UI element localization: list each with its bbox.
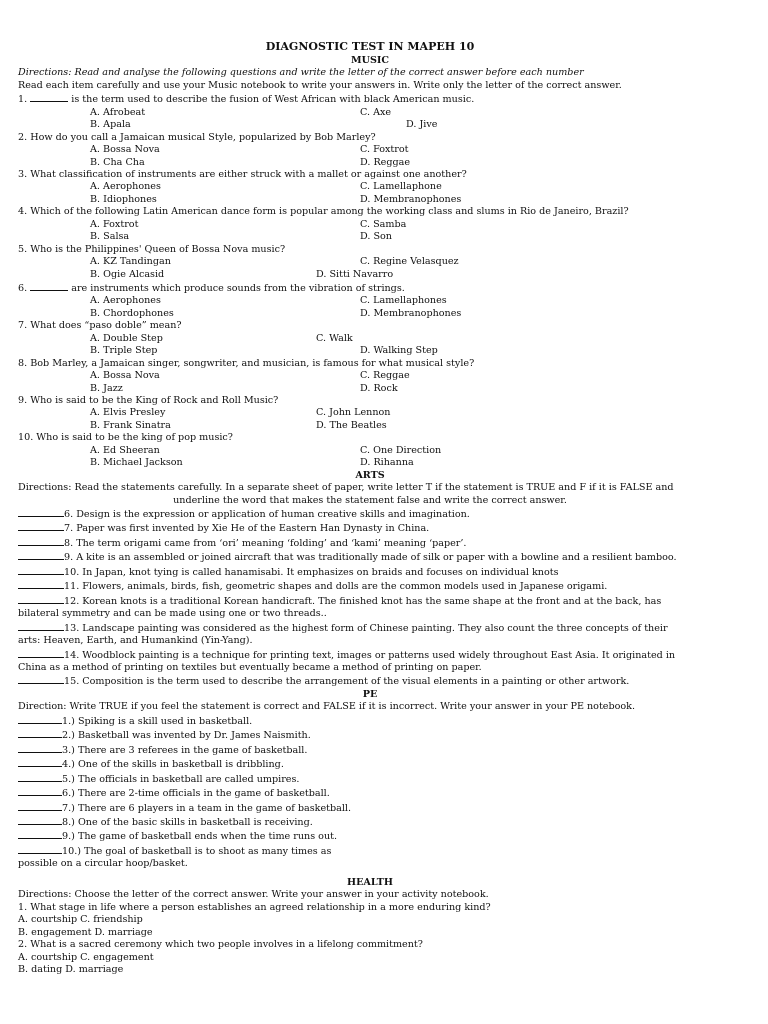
health-line: 1. What stage in life where a person establishes an agreed relationship in a more enduring kind? xyxy=(18,901,491,913)
answer-blank xyxy=(18,728,62,738)
statement-item: 6. Design is the expression or application of human creative skills and imagination. xyxy=(18,507,722,521)
answer-option: D. Son xyxy=(360,231,392,243)
answer-blank xyxy=(18,743,62,753)
statement-item: 11. Flowers, animals, birds, fish, geometric shapes and dolls are the common models used in Japanese origami. xyxy=(18,579,722,593)
option-row xyxy=(18,231,722,243)
answer-option: A. KZ Tandingan xyxy=(90,256,171,268)
answer-blank xyxy=(18,594,64,604)
option-row xyxy=(18,256,722,268)
question-stem: 8. Bob Marley, a Jamaican singer, songwriter, and musician, is famous for what musical style? xyxy=(18,357,475,369)
answer-option: B. Ogie Alcasid xyxy=(90,268,165,280)
answer-blank xyxy=(18,786,62,796)
statement-item: 14. Woodblock painting is a technique for printing text, images or patterns used widely throughout East Asia. It originated in xyxy=(18,648,722,662)
answer-option: A. Double Step xyxy=(90,332,163,344)
answer-option: A. Ed Sheeran xyxy=(90,444,160,456)
option-row xyxy=(18,407,722,419)
answer-option: D. Reggae xyxy=(360,156,411,168)
option-row xyxy=(18,420,722,432)
answer-option: A. Bossa Nova xyxy=(90,144,160,156)
statement-item: 9. A kite is an assembled or joined aircraft that was traditionally made of silk or paper with a bowline and a resilient bamboo. xyxy=(18,550,722,564)
statement-item: 10.) The goal of basketball is to shoot as many times as xyxy=(18,844,722,858)
answer-option: B. Salsa xyxy=(90,231,130,243)
answer-option: C. Samba xyxy=(360,218,407,230)
answer-blank xyxy=(18,815,62,825)
answer-option: C. Foxtrot xyxy=(360,144,409,156)
answer-blank xyxy=(18,772,62,782)
music-directions: Directions: Read and analyse the following questions and write the letter of the correct answer before each number xyxy=(18,67,584,79)
option-row xyxy=(18,144,722,156)
document-page xyxy=(18,40,722,976)
health-heading: HEALTH xyxy=(347,876,393,888)
answer-blank xyxy=(18,801,62,811)
health-line: A. courtship C. engagement xyxy=(18,951,154,963)
pe-heading: PE xyxy=(362,688,378,700)
arts-directions xyxy=(18,482,722,507)
statement-item: 8. The term origami came from ‘ori’ meaning ‘folding’ and ‘kami’ meaning ‘paper’. xyxy=(18,536,722,550)
question-stem: 1. is the term used to describe the fusion of West African with black American music. xyxy=(18,94,475,106)
option-row xyxy=(18,181,722,193)
question-stem: 5. Who is the Philippines' Queen of Bossa Nova music? xyxy=(18,243,286,255)
answer-option: C. One Direction xyxy=(360,444,442,456)
answer-blank xyxy=(18,648,64,658)
statement-continuation: bilateral symmetry and can be made using one or two threads.. xyxy=(18,608,327,620)
option-row xyxy=(18,107,722,119)
answer-blank xyxy=(18,565,64,575)
statement-continuation: arts: Heaven, Earth, and Humankind (Yin-Yang). xyxy=(18,635,253,647)
question-stem: 4. Which of the following Latin American dance form is popular among the working class and slums in Rio de Janeiro, Brazil? xyxy=(18,206,629,218)
pe-directions: Direction: Write TRUE if you feel the statement is correct and FALSE if it is incorrect. Write your answer in your PE notebook. xyxy=(18,701,636,713)
answer-option: D. The Beatles xyxy=(316,419,387,431)
answer-option: C. John Lennon xyxy=(316,407,391,419)
answer-blank xyxy=(18,844,62,854)
answer-option: A. Elvis Presley xyxy=(90,407,166,419)
option-row xyxy=(18,295,722,307)
statement-item: 10. In Japan, knot tying is called hanamisabi. It emphasizes on braids and focuses on individual knots xyxy=(18,565,722,579)
statement-item: 7.) There are 6 players in a team in the game of basketball. xyxy=(18,801,722,815)
arts-directions-line: Directions: Read the statements carefully. In a separate sheet of paper, write letter T if the statement is TRUE and F if it is FALSE and xyxy=(18,482,674,494)
answer-option: D. Sitti Navarro xyxy=(316,268,394,280)
answer-blank xyxy=(30,281,68,291)
option-row xyxy=(18,157,722,169)
answer-blank xyxy=(18,757,62,767)
answer-option: D. Membranophones xyxy=(360,307,462,319)
document-title: DIAGNOSTIC TEST IN MAPEH 10 xyxy=(265,40,475,53)
answer-option: A. Aerophones xyxy=(90,181,161,193)
answer-option: A. Bossa Nova xyxy=(90,370,160,382)
health-item-list xyxy=(18,902,722,977)
answer-option: D. Rihanna xyxy=(360,457,414,469)
option-row xyxy=(18,194,722,206)
statement-continuation: possible on a circular hoop/basket. xyxy=(18,858,188,870)
answer-option: A. Foxtrot xyxy=(90,218,139,230)
statement-item: 8.) One of the basic skills in basketball is receiving. xyxy=(18,815,722,829)
answer-option: B. Triple Step xyxy=(90,345,158,357)
question-stem: 7. What does “paso doble” mean? xyxy=(18,320,182,332)
answer-blank xyxy=(18,714,62,724)
health-directions: Directions: Choose the letter of the correct answer. Write your answer in your activity notebook. xyxy=(18,889,489,901)
answer-option: D. Rock xyxy=(360,382,398,394)
answer-blank xyxy=(18,521,64,531)
statement-continuation: China as a method of printing on textiles but eventually became a method of printing on paper. xyxy=(18,661,482,673)
statement-item: 3.) There are 3 referees in the game of basketball. xyxy=(18,743,722,757)
answer-option: B. Idiophones xyxy=(90,193,157,205)
statement-item: 13. Landscape painting was considered as the highest form of Chinese painting. They also count the three concepts of their xyxy=(18,621,722,635)
option-row xyxy=(18,370,722,382)
option-row xyxy=(18,333,722,345)
answer-option: D. Jive xyxy=(406,119,438,131)
answer-blank xyxy=(18,536,64,546)
statement-item: 9.) The game of basketball ends when the time runs out. xyxy=(18,829,722,843)
music-heading: MUSIC xyxy=(350,55,390,66)
option-row xyxy=(18,345,722,357)
answer-option: C. Axe xyxy=(360,106,392,118)
answer-option: C. Walk xyxy=(316,332,353,344)
answer-option: C. Lamellaphones xyxy=(360,295,447,307)
statement-item: 6.) There are 2-time officials in the game of basketball. xyxy=(18,786,722,800)
statement-item: 5.) The officials in basketball are called umpires. xyxy=(18,772,722,786)
statement-item: 15. Composition is the term used to describe the arrangement of the visual elements in a painting or other artwork. xyxy=(18,674,722,688)
answer-option: C. Regine Velasquez xyxy=(360,256,459,268)
statement-item: 4.) One of the skills in basketball is dribbling. xyxy=(18,757,722,771)
statement-item: 2.) Basketball was invented by Dr. James Naismith. xyxy=(18,728,722,742)
option-row xyxy=(18,269,722,281)
answer-blank xyxy=(18,674,64,684)
answer-option: D. Walking Step xyxy=(360,345,438,357)
question-stem: 10. Who is said to be the king of pop music? xyxy=(18,432,233,444)
answer-option: C. Reggae xyxy=(360,370,410,382)
health-line: A. courtship C. friendship xyxy=(18,914,143,926)
option-row xyxy=(18,119,722,131)
answer-blank xyxy=(18,621,64,631)
music-question-list xyxy=(18,92,722,469)
answer-option: A. Afrobeat xyxy=(90,106,146,118)
answer-option: D. Membranophones xyxy=(360,193,462,205)
statement-item: 12. Korean knots is a traditional Korean handicraft. The finished knot has the same shape at the front and at the back, has xyxy=(18,594,722,608)
option-row xyxy=(18,445,722,457)
health-line: B. engagement D. marriage xyxy=(18,926,153,938)
answer-option: C. Lamellaphone xyxy=(360,181,442,193)
option-row xyxy=(18,219,722,231)
music-instruction: Read each item carefully and use your Music notebook to write your answers in. Write only the letter of the correct answer. xyxy=(18,79,622,91)
question-stem: 2. How do you call a Jamaican musical Style, popularized by Bob Marley? xyxy=(18,131,376,143)
answer-option: B. Michael Jackson xyxy=(90,457,183,469)
question-stem: 3. What classification of instruments are either struck with a mallet or against one another? xyxy=(18,169,467,181)
question-stem: 9. Who is said to be the King of Rock and Roll Music? xyxy=(18,394,279,406)
question-stem: 6. are instruments which produce sounds from the vibration of strings. xyxy=(18,283,405,294)
statement-item: 7. Paper was first invented by Xie He of the Eastern Han Dynasty in China. xyxy=(18,521,722,535)
answer-blank xyxy=(18,829,62,839)
option-row xyxy=(18,383,722,395)
answer-option: B. Chordophones xyxy=(90,307,174,319)
pe-item-list xyxy=(18,714,722,871)
answer-blank xyxy=(18,550,64,560)
option-row xyxy=(18,457,722,469)
answer-option: B. Frank Sinatra xyxy=(90,419,171,431)
answer-blank xyxy=(30,92,68,102)
arts-item-list xyxy=(18,507,722,689)
answer-blank xyxy=(18,579,64,589)
arts-heading: ARTS xyxy=(355,469,385,481)
option-row xyxy=(18,308,722,320)
answer-blank xyxy=(18,507,64,517)
statement-item: 1.) Spiking is a skill used in basketball. xyxy=(18,714,722,728)
answer-option: B. Jazz xyxy=(90,382,123,394)
answer-option: B. Apala xyxy=(90,119,131,131)
arts-directions-line: underline the word that makes the statement false and write the correct answer. xyxy=(173,494,567,506)
answer-option: A. Aerophones xyxy=(90,295,161,307)
health-line: 2. What is a sacred ceremony which two people involves in a lifelong commitment? xyxy=(18,939,423,951)
answer-option: B. Cha Cha xyxy=(90,156,145,168)
health-line: B. dating D. marriage xyxy=(18,963,124,975)
